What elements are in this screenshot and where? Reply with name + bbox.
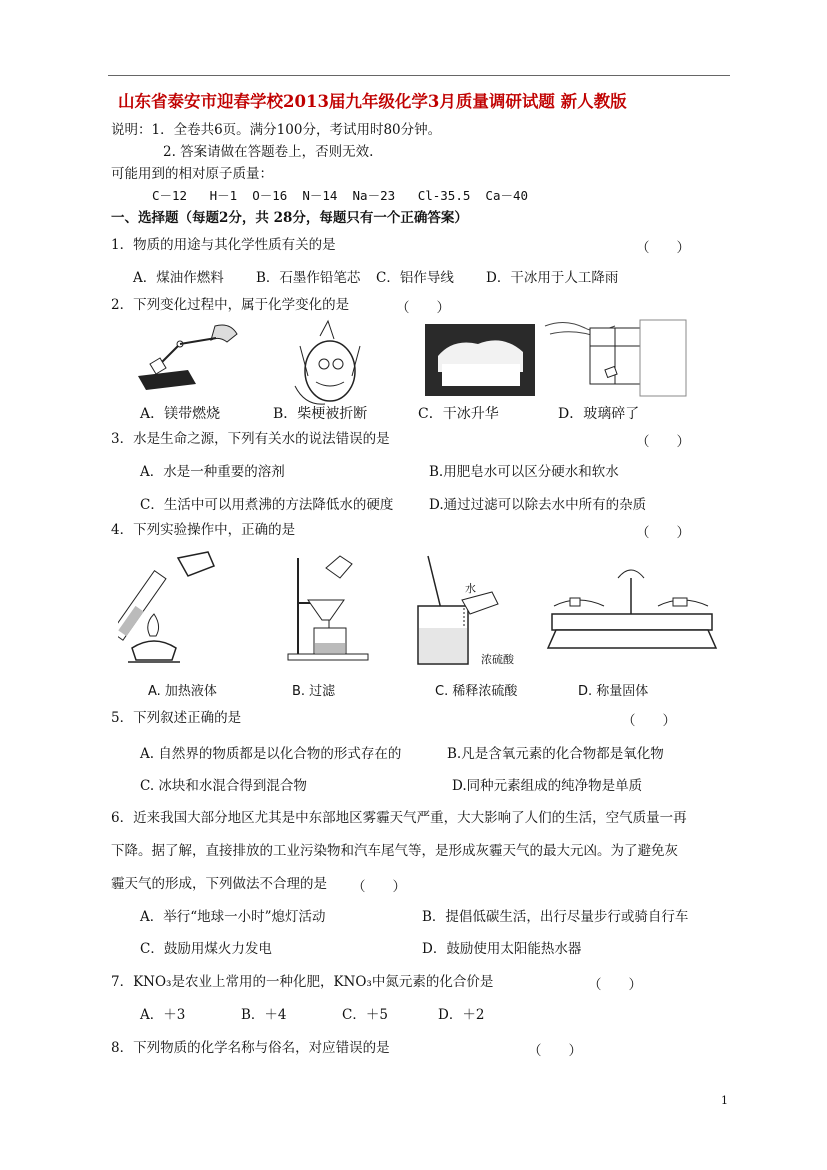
page-number: 1 [721,1094,728,1107]
q2-option-b: B．柴梗被折断 [273,406,368,422]
q2-option-d: D．玻璃碎了 [558,406,640,422]
question-2-stem: 2．下列变化过程中，属于化学变化的是 [111,297,350,313]
q4-option-c: C. 稀释浓硫酸 [435,684,518,699]
q5-option-c: C. 冰块和水混合得到混合物 [140,778,307,794]
atomic-masses: C－12 H－1 O－16 N－14 Na－23 Cl-35.5 Ca－40 [152,188,529,203]
q1-option-c: C．铝作导线 [376,270,454,286]
q6-option-d: D．鼓励使用太阳能热水器 [422,941,582,957]
magnesium-burning-illustration [138,325,237,390]
q7-option-a: A．＋3 [140,1007,186,1023]
question-6-line-1: 6．近来我国大部分地区尤其是中东部地区雾霾天气严重，大大影响了人们的生活，空气质量一再 [111,810,687,826]
q1-option-b: B．石墨作铅笔芯 [256,270,361,286]
answer-paren-1: （ ） [636,240,690,256]
note-line-1: 说明：1．全卷共6页。满分100分，考试用时80分钟。 [111,122,442,138]
question-3-stem: 3．水是生命之源，下列有关水的说法错误的是 [111,431,390,447]
q5-option-a: A. 自然界的物质都是以化合物的形式存在的 [140,746,402,762]
note-line-3: 可能用到的相对原子质量： [111,166,273,182]
q6-option-a: A．举行“地球一小时”熄灯活动 [140,909,326,925]
q2-option-c: C．干冰升华 [418,406,499,422]
water-label: 水 [465,582,476,595]
acid-label: 浓硫酸 [481,653,514,666]
q7-option-c: C．＋5 [342,1007,388,1023]
q3-option-b: B.用肥皂水可以区分硬水和软水 [429,464,619,480]
balance-illustration [548,570,716,648]
q3-option-d: D.通过过滤可以除去水中所有的杂质 [429,497,647,513]
q4-option-a: A. 加热液体 [148,684,217,699]
dry-ice-illustration [425,324,535,396]
q7-option-d: D．＋2 [438,1007,485,1023]
section-heading [111,209,468,227]
answer-paren-4: （ ） [636,525,690,541]
answer-paren-2: （ ） [396,300,450,316]
q5-option-b: B.凡是含氧元素的化合物都是氧化物 [447,746,664,762]
q4-option-b: B. 过滤 [292,684,336,699]
section-heading-text: 一、选择题（每题2分，共 28分，每题只有一个正确答案） [111,210,468,226]
answer-paren-5: （ ） [622,713,676,729]
page-title: 山东省泰安市迎春学校2013届九年级化学3月质量调研试题 新人教版 [118,92,627,111]
answer-paren-8: （ ） [528,1043,582,1059]
broken-glass-illustration [545,320,686,396]
answer-paren-6: （ ） [352,879,406,895]
question-4-stem: 4．下列实验操作中，正确的是 [111,522,296,538]
question-7-stem: 7．KNO₃是农业上常用的一种化肥，KNO₃中氮元素的化合价是 [111,974,494,990]
header-rule [108,75,730,76]
question-6-line-2: 下降。据了解，直接排放的工业污染物和汽车尾气等，是形成灰霾天气的最大元凶。为了避免灰 [111,843,678,859]
q4-figure [118,548,718,676]
matchstick-cartoon-illustration [295,321,360,404]
q1-option-a: A．煤油作燃料 [133,270,224,286]
dilute-acid-illustration [418,556,498,664]
q1-option-d: D．干冰用于人工降雨 [486,270,619,286]
q7-option-b: B．＋4 [241,1007,287,1023]
question-5-stem: 5．下列叙述正确的是 [111,710,242,726]
q6-option-c: C．鼓励用煤火力发电 [140,941,272,957]
note-line-2: 2. 答案请做在答题卷上，否则无效. [163,144,374,160]
answer-paren-7: （ ） [588,977,642,993]
q3-option-a: A．水是一种重要的溶剂 [140,464,285,480]
q2-option-a: A．镁带燃烧 [140,406,221,422]
question-6-line-3: 霾天气的形成，下列做法不合理的是 [111,876,327,892]
filtration-illustration [288,556,368,660]
heating-liquid-illustration [118,552,214,662]
answer-paren-3: （ ） [636,434,690,450]
q5-option-d: D.同种元素组成的纯净物是单质 [452,778,643,794]
question-1-stem: 1．物质的用途与其化学性质有关的是 [111,237,336,253]
q3-option-c: C．生活中可以用煮沸的方法降低水的硬度 [140,497,394,513]
q6-option-b: B．提倡低碳生活，出行尽量步行或骑自行车 [422,909,689,925]
question-8-stem: 8．下列物质的化学名称与俗名，对应错误的是 [111,1040,390,1056]
q4-option-d: D. 称量固体 [578,684,649,699]
